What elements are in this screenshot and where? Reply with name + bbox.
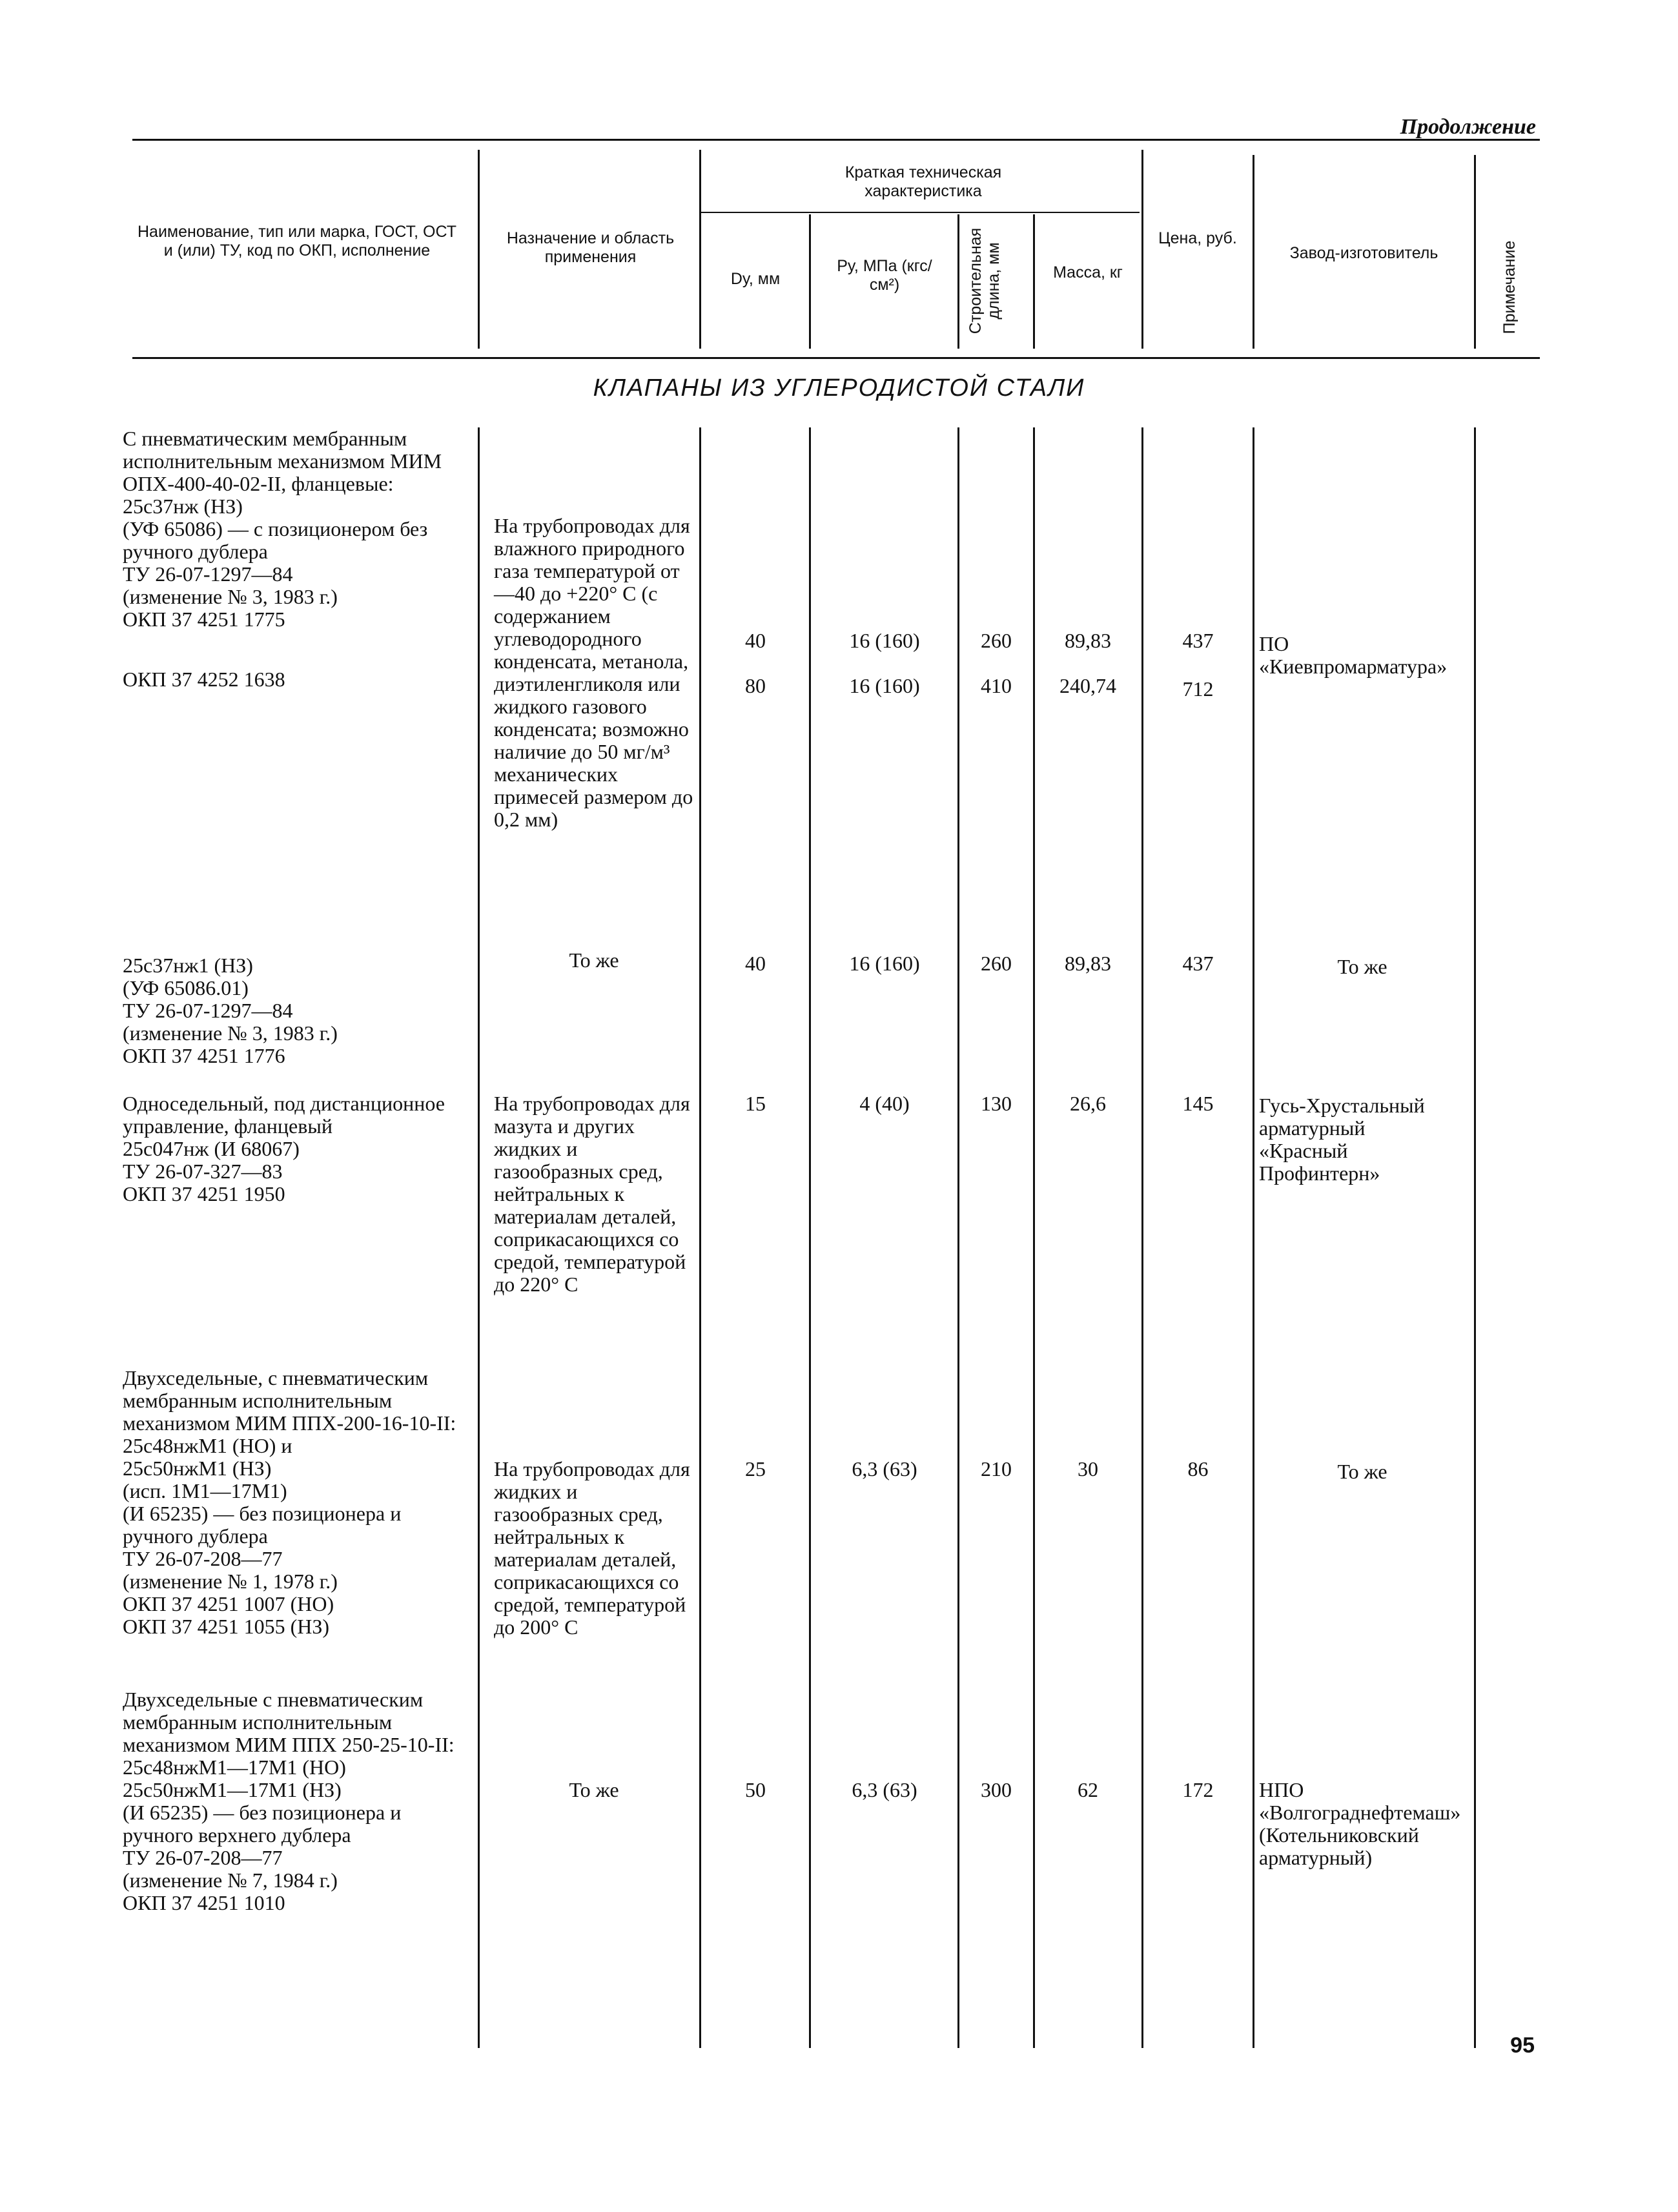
body-divider xyxy=(1474,427,1476,2048)
row-1-maker: ПО «Киевпромарматура» xyxy=(1259,632,1448,678)
header-divider xyxy=(1033,214,1035,349)
row-2-dy: 40 xyxy=(745,952,766,975)
row-1-dy-2: 80 xyxy=(745,674,766,697)
row-5-purpose: То же xyxy=(569,1778,619,1801)
row-4-price: 86 xyxy=(1187,1457,1209,1480)
row-3-py: 4 (40) xyxy=(859,1092,910,1115)
header-top-rule xyxy=(132,139,1540,141)
row-3-name: Односедельный, под дистанционное управление, фланцевый 25с047нж (И 68067) ТУ 26-07-327—83 ОКП 37 4251 1950 xyxy=(123,1092,445,1205)
header-divider xyxy=(1141,150,1143,349)
row-4-mass: 30 xyxy=(1078,1457,1098,1480)
row-4-name: Двухседельные, с пневматическим мембранным исполнительным механизмом МИМ ППХ-200-16-10-II: 25с48нжМ1 (НО) и 25с50нжМ1 (НЗ) (исп. 1М1—17М1) (И 65235) — без позиционера и ручного дублера ТУ 26-07-208—77 (изменение № 1, 1978 г.) ОКП 37 4251 1007 (НО) ОКП 37 4251 1055 (НЗ) xyxy=(123,1366,456,1638)
header-note: Примечание xyxy=(1500,240,1519,334)
header-divider xyxy=(1253,155,1254,349)
row-4-purpose: На трубопроводах для жидких и газообразных сред, нейтральных к материалам деталей, соприкасающихся со средой, температурой до 200° С xyxy=(494,1457,690,1639)
header-price: Цена, руб. xyxy=(1158,229,1237,247)
body-divider xyxy=(809,427,811,2048)
header-py: Pу, МПа (кгс/см²) xyxy=(837,257,932,294)
row-4-dy: 25 xyxy=(745,1457,766,1480)
row-1-length: 260 xyxy=(981,629,1012,652)
row-2-purpose: То же xyxy=(569,948,619,972)
row-2-mass: 89,83 xyxy=(1065,952,1111,975)
body-divider xyxy=(1141,427,1143,2048)
tech-subheader-rule xyxy=(701,212,1140,213)
header-purpose: Назначение и область применения xyxy=(506,229,675,266)
body-divider xyxy=(478,427,480,2048)
row-2-name: 25с37нж1 (НЗ) (УФ 65086.01) ТУ 26-07-1297—84 (изменение № 3, 1983 г.) ОКП 37 4251 1776 xyxy=(123,954,338,1067)
header-bottom-rule xyxy=(132,357,1540,359)
row-1-purpose: На трубопроводах для влажного природного газа температурой от —40 до +220° С (с содержанием углеводородного конденсата, метанола, диэтиленгликоля или жидкого газового конденсата; возможно наличие до 50 мг/м³ механических примесей размером до 0,2 мм) xyxy=(494,514,693,831)
row-5-price: 172 xyxy=(1182,1778,1214,1801)
header-divider xyxy=(478,150,480,349)
row-2-price: 437 xyxy=(1182,952,1214,975)
row-2-maker: То же xyxy=(1337,955,1387,978)
row-1-length-2: 410 xyxy=(981,674,1012,697)
row-1-dy: 40 xyxy=(745,629,766,652)
row-5-py: 6,3 (63) xyxy=(852,1778,917,1801)
row-5-maker: НПО «Волгограднефтемаш» (Котельниковский арматурный) xyxy=(1259,1778,1461,1869)
page-number: 95 xyxy=(1510,2033,1535,2058)
row-5-name: Двухседельные с пневматическим мембранным исполнительным механизмом МИМ ППХ 250-25-10-II: 25с48нжМ1—17М1 (НО) 25с50нжМ1—17М1 (НЗ) (И 65235) — без позиционера и ручного верхнего дублера ТУ 26-07-208—77 (изменение № 7, 1984 г.) ОКП 37 4251 1010 xyxy=(123,1688,455,1914)
row-1-price-2: 712 xyxy=(1182,677,1214,701)
continuation-label: Продолжение xyxy=(1400,115,1536,139)
body-divider xyxy=(699,427,701,2048)
header-name: Наименование, тип или марка, ГОСТ, ОСТ и (или) ТУ, код по ОКП, исполнение xyxy=(138,223,456,260)
row-1-price: 437 xyxy=(1182,629,1214,652)
body-divider xyxy=(957,427,959,2048)
row-1-name-2: ОКП 37 4252 1638 xyxy=(123,668,285,691)
header-mass: Масса, кг xyxy=(1053,263,1123,282)
row-4-maker: То же xyxy=(1337,1460,1387,1483)
body-divider xyxy=(1253,427,1254,2048)
row-3-mass: 26,6 xyxy=(1070,1092,1106,1115)
row-3-length: 130 xyxy=(981,1092,1012,1115)
row-3-price: 145 xyxy=(1182,1092,1214,1115)
header-divider xyxy=(809,214,811,349)
header-divider xyxy=(957,214,959,349)
row-3-maker: Гусь-Хрустальный арматурный «Красный Профинтерн» xyxy=(1259,1094,1425,1185)
row-1-mass-2: 240,74 xyxy=(1059,674,1116,697)
row-4-py: 6,3 (63) xyxy=(852,1457,917,1480)
row-1-py-2: 16 (160) xyxy=(849,674,920,697)
row-1-mass: 89,83 xyxy=(1065,629,1111,652)
body-divider xyxy=(1033,427,1035,2048)
row-5-length: 300 xyxy=(981,1778,1012,1801)
header-length: Строительная длина, мм xyxy=(967,227,1003,334)
row-3-purpose: На трубопроводах для мазута и других жидких и газообразных сред, нейтральных к материалам деталей, соприкасающихся со средой, температурой до 220° С xyxy=(494,1092,690,1296)
row-2-length: 260 xyxy=(981,952,1012,975)
row-1-name: С пневматическим мембранным исполнительным механизмом МИМ ОПХ-400-40-02-II, фланцевые: 25с37нж (НЗ) (УФ 65086) — с позиционером без ручного дублера ТУ 26-07-1297—84 (изменение № 3, 1983 г.) ОКП 37 4251 1775 xyxy=(123,427,442,631)
row-5-dy: 50 xyxy=(745,1778,766,1801)
header-dy: Dу, мм xyxy=(730,270,781,288)
row-2-py: 16 (160) xyxy=(849,952,920,975)
row-4-length: 210 xyxy=(981,1457,1012,1480)
section-title: КЛАПАНЫ ИЗ УГЛЕРОДИСТОЙ СТАЛИ xyxy=(593,374,1085,402)
header-divider xyxy=(1474,155,1476,349)
header-maker: Завод-изготовитель xyxy=(1289,244,1438,262)
header-tech: Краткая техническая характеристика xyxy=(844,163,1002,200)
row-3-dy: 15 xyxy=(745,1092,766,1115)
row-5-mass: 62 xyxy=(1078,1778,1098,1801)
row-1-py: 16 (160) xyxy=(849,629,920,652)
header-divider xyxy=(699,150,701,349)
